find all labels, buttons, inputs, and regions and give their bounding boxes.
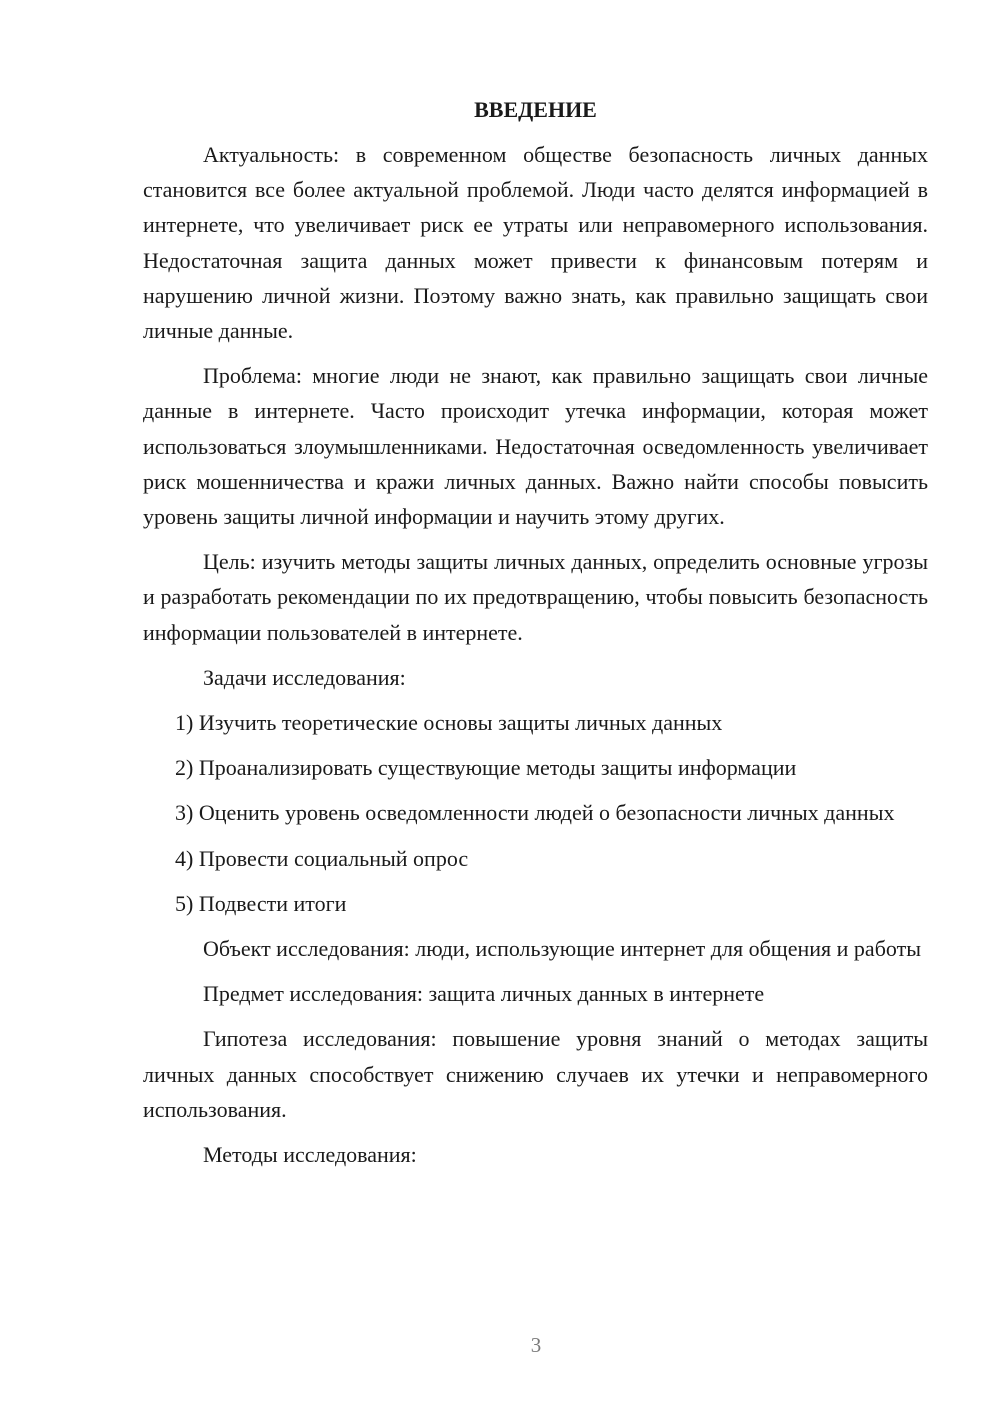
task-item-5: 5) Подвести итоги [175,890,347,916]
section-title: ВВЕДЕНИЕ [474,97,597,122]
task-item-2: 2) Проанализировать существующие методы защиты информации [175,755,797,781]
page-number: 3 [530,1333,542,1357]
document-body [143,95,928,1182]
paragraph-hypothesis: Гипотеза исследования: повышение уровня знаний о методах защиты личных данных способствует снижению случаев их утечки и неправомерного использования. [143,1026,928,1122]
task-item-4: 4) Провести социальный опрос [175,845,469,871]
paragraph-methods: Методы исследования: [203,1142,417,1168]
task-item-3: 3) Оценить уровень осведомленности людей о безопасности личных данных [175,800,895,826]
paragraph-subject: Предмет исследования: защита личных данных в интернете [203,981,765,1007]
task-item-1: 1) Изучить теоретические основы защиты личных данных [175,710,723,736]
paragraph-problem: Проблема: многие люди не знают, как правильно защищать свои личные данные в интернете. Часто происходит утечка информации, которая может использоваться злоумышленниками. Недостаточная осведомленность увеличивает риск мошенничества и кражи личных данных. Важно найти способы повысить уровень защиты личной информации и научить этому других. [143,363,928,530]
tasks-heading: Задачи исследования: [203,664,406,690]
paragraph-goal: Цель: изучить методы защиты личных данных, определить основные угрозы и разработать рекомендации по их предотвращению, чтобы повысить безопасность информации пользователей в интернете. [143,549,928,645]
paragraph-relevance: Актуальность: в современном обществе безопасность личных данных становится все более актуальной проблемой. Люди часто делятся информацией в интернете, что увеличивает риск ее утраты или неправомерного использования. Недостаточная защита данных может привести к финансовым потерям и нарушению личной жизни. Поэтому важно знать, как правильно защищать свои личные данные. [143,142,928,344]
paragraph-object: Объект исследования: люди, использующие интернет для общения и работы [203,936,921,962]
